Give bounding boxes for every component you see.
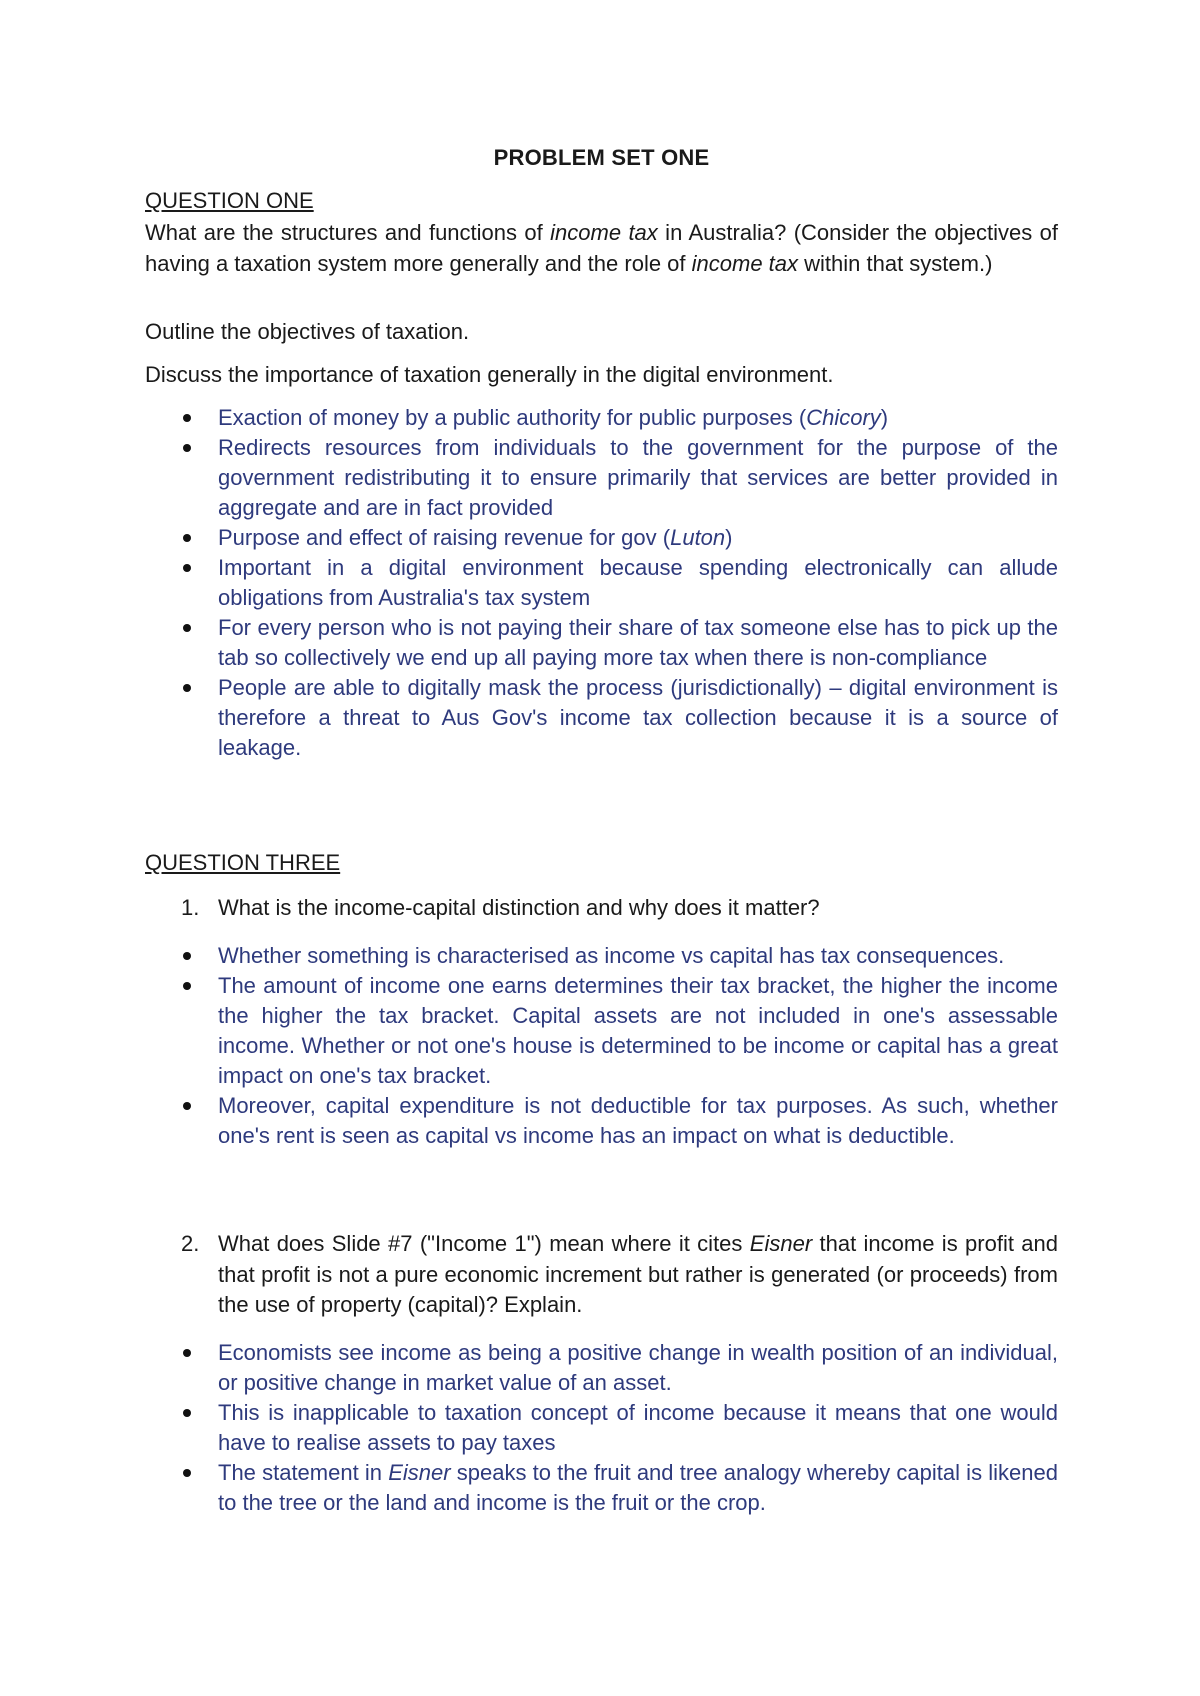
bullet-icon — [183, 1102, 191, 1110]
bullet-icon — [183, 684, 191, 692]
list-item: Redirects resources from individuals to the government for the purpose of the government redistributing it to ensure primarily that services are better provided in aggregate and are in fact provided — [145, 433, 1058, 523]
bullet-icon — [183, 624, 191, 632]
case-name: Chicory — [806, 405, 881, 430]
list-item: Whether something is characterised as income vs capital has tax consequences. — [145, 941, 1058, 971]
item-number: 2. — [181, 1231, 200, 1256]
list-item: Purpose and effect of raising revenue for gov (Luton) — [145, 523, 1058, 553]
item-1-answer-list — [145, 941, 1058, 1151]
prompt-text: What are the structures and functions of — [145, 220, 551, 245]
prompt-emphasis: income tax — [550, 220, 658, 245]
list-item: Exaction of money by a public authority for public purposes (Chicory) — [145, 403, 1058, 433]
question-one-heading: QUESTION ONE — [145, 188, 314, 213]
bullet-icon — [183, 1349, 191, 1357]
question-three-item-2 — [145, 1229, 1058, 1321]
list-item: Economists see income as being a positive change in wealth position of an individual, or positive change in market value of an asset. — [145, 1338, 1058, 1398]
case-name: Eisner — [749, 1231, 813, 1256]
bullet-icon — [183, 534, 191, 542]
question-one-prompt — [145, 218, 1058, 279]
numbered-item: 2. What does Slide #7 ("Income 1") mean where it cites Eisner that income is profit and that profit is not a pure economic increment but rather is generated (or proceeds) from the use of property (capital)? Explain. — [181, 1231, 1059, 1317]
prompt-text: in Australia? (Consider the objectives of having a taxation system more generally and the role of — [145, 220, 1058, 276]
outline-prompt: Outline the objectives of taxation. — [145, 319, 470, 344]
list-item: The amount of income one earns determines their tax bracket, the higher the income the higher the tax bracket. Capital assets are not included in one's assessable income. Whether or not one's house is determined to be income or capital has a great impact on one's tax bracket. — [145, 971, 1058, 1091]
discuss-prompt: Discuss the importance of taxation generally in the digital environment. — [145, 362, 834, 387]
list-item: This is inapplicable to taxation concept of income because it means that one would have to realise assets to pay taxes — [145, 1398, 1058, 1458]
list-item: People are able to digitally mask the process (jurisdictionally) – digital environment is therefore a threat to Aus Gov's income tax collection because it is a source of leakage. — [145, 673, 1058, 763]
bullet-icon — [183, 1469, 191, 1477]
prompt-emphasis: income tax — [691, 250, 799, 276]
prompt-text: within that system.) — [798, 250, 993, 276]
case-name: Eisner — [388, 1460, 451, 1485]
case-name: Luton — [670, 525, 726, 550]
bullet-icon — [183, 444, 191, 452]
list-item: Important in a digital environment because spending electronically can allude obligations from Australia's tax system — [145, 553, 1058, 613]
page-title: PROBLEM SET ONE — [493, 145, 710, 170]
question-three-item-1 — [145, 893, 1058, 924]
list-item: The statement in Eisner speaks to the fruit and tree analogy whereby capital is likened to the tree or the land and income is the fruit or the crop. — [145, 1458, 1058, 1518]
question-one-answer-list — [145, 403, 1058, 763]
bullet-icon — [183, 982, 191, 990]
bullet-icon — [183, 564, 191, 572]
list-item: For every person who is not paying their share of tax someone else has to pick up the tab so collectively we end up all paying more tax when there is non-compliance — [145, 613, 1058, 673]
bullet-icon — [183, 952, 191, 960]
item-2-answer-list — [145, 1338, 1058, 1518]
numbered-item: 1. What is the income-capital distinction and why does it matter? — [145, 893, 1058, 924]
bullet-icon — [183, 1409, 191, 1417]
item-number: 1. — [181, 895, 200, 920]
bullet-icon — [183, 414, 191, 422]
list-item: Moreover, capital expenditure is not deductible for tax purposes. As such, whether one's rent is seen as capital vs income has an impact on what is deductible. — [145, 1091, 1058, 1151]
question-three-heading: QUESTION THREE — [145, 850, 341, 875]
